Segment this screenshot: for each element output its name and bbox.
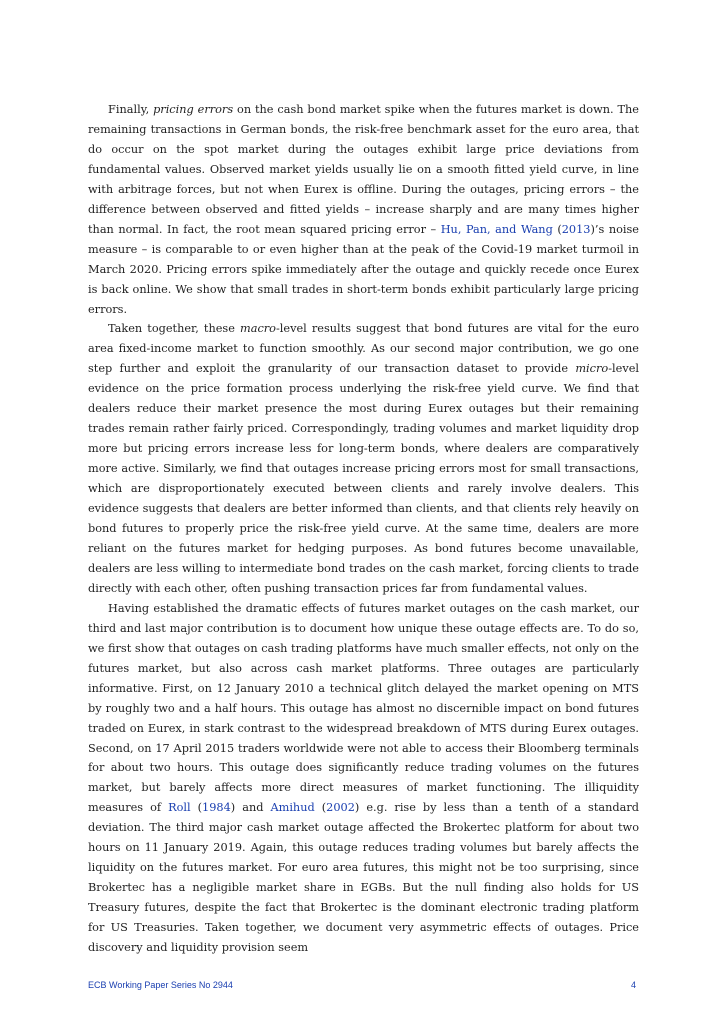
text: Finally,: [108, 103, 154, 116]
paragraph-cash-outages: [88, 599, 639, 958]
citation-link[interactable]: Hu, Pan, and Wang: [440, 222, 553, 236]
emphasis: macro: [240, 322, 276, 336]
text: Having established the dramatic effects of futures market outages on the cash market, our third and last major contribution is to document how unique these outage effects are. To do so, we first show that outages on cash trading platforms have much smaller effects, not only on the futures market, but also across cash market platforms. Three outages are particularly informative. First, on 12 January 2010 a technical glitch delayed the market opening on MTS by roughly two and a half hours. This outage has almost no discernible impact on bond futures traded on Eurex, in stark contrast to the widespread breakdown of MTS during Eurex outages. Second, on 17 April 2015 traders worldwide were not able to access their Bloomberg terminals for about two hours. This outage does significantly reduce trading volumes on the futures market, but barely affects more direct measures of market functioning. The illiquidity measures of: [88, 601, 639, 815]
footer-series-label: ECB Working Paper Series No 2944: [88, 980, 233, 990]
text: -level results suggest that bond futures are vital for the euro area fixed-income market to function smoothly. As our second major contribution, we go one step further and exploit the granularity of our transaction dataset to provide: [88, 322, 639, 376]
citation-year-link[interactable]: 2002: [326, 801, 355, 815]
text: (: [190, 801, 203, 815]
emphasis: pricing errors: [153, 103, 234, 116]
paragraph-micro-evidence: [88, 319, 639, 598]
text: ) and: [230, 801, 271, 815]
emphasis: micro: [575, 362, 609, 376]
text: )’s noise measure – is comparable to or even higher than at the peak of the Covid-19 market turmoil in March 2020. Pricing errors spike immediately after the outage and quickly recede once Eurex is back online. We show that small trades in short-term bonds exhibit particularly large pricing errors.: [88, 222, 639, 316]
text: (: [552, 222, 562, 236]
citation-year-link[interactable]: 2013: [561, 222, 591, 236]
text: (: [314, 801, 327, 815]
citation-link[interactable]: Roll: [168, 801, 191, 815]
body-text: [88, 100, 639, 958]
paragraph-pricing-errors: [88, 100, 639, 319]
text: on the cash bond market spike when the futures market is down. The remaining transactions in German bonds, the risk-free benchmark asset for the euro area, that do occur on the spot market during the outages exhibit large price deviations from fundamental values. Observed market yields usually lie on a smooth fitted yield curve, in line with arbitrage forces, but not when Eurex is offline. During the outages, pricing errors – the difference between observed and fitted yields – increase sharply and are many times higher than normal. In fact, the root mean squared pricing error –: [88, 103, 639, 236]
text: ) e.g. rise by less than a tenth of a standard deviation. The third major cash market outage affected the Brokertec platform for about two hours on 11 January 2019. Again, this outage reduces trading volumes but barely affects the liquidity on the futures market. For euro area futures, this might not be too surprising, since Brokertec has a negligible market share in EGBs. But the null finding also holds for US Treasury futures, despite the fact that Brokertec is the dominant electronic trading platform for US Treasuries. Taken together, we document very asymmetric effects of outages. Price discovery and liquidity provision seem: [88, 801, 639, 955]
citation-link[interactable]: Amihud: [270, 801, 315, 815]
citation-year-link[interactable]: 1984: [202, 801, 231, 815]
footer-page-number: 4: [630, 980, 636, 990]
text: Taken together, these: [108, 322, 240, 336]
text: -level evidence on the price formation process underlying the risk-free yield curve. We find that dealers reduce their market presence the most during Eurex outages but their remaining trades remain rather fairly priced. Correspondingly, trading volumes and market liquidity drop more but pricing errors increase less for long-term bonds, where dealers are comparatively more active. Similarly, we find that outages increase pricing errors most for small transactions, which are disproportionately executed between clients and rarely involve dealers. This evidence suggests that dealers are better informed than clients, and that clients rely heavily on bond futures to properly price the risk-free yield curve. At the same time, dealers are more reliant on the futures market for hedging purposes. As bond futures become unavailable, dealers are less willing to intermediate bond trades on the cash market, forcing clients to trade directly with each other, often pushing transaction prices far from fundamental values.: [88, 362, 639, 595]
